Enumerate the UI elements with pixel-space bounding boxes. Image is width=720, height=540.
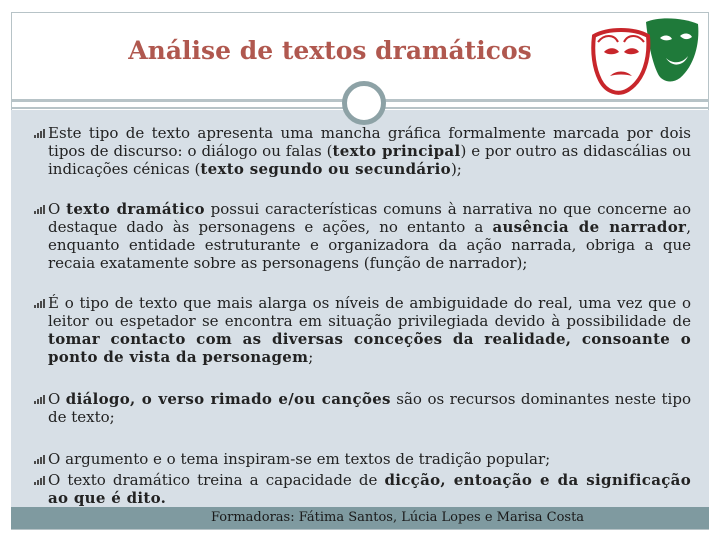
bullet-item xyxy=(33,450,691,468)
bullet-item xyxy=(33,390,691,426)
plain-text: ; xyxy=(308,348,314,366)
footer-credits: Formadoras: Fátima Santos, Lúcia Lopes e Marisa Costa xyxy=(211,510,585,525)
emphasis-text: tomar contacto com as diversas conceções da realidade, consoante o ponto de vista da personagem xyxy=(48,330,691,366)
signal-bars-icon xyxy=(33,393,45,405)
plain-text: O xyxy=(48,200,67,218)
bullet-item xyxy=(33,200,691,272)
plain-text: são os recursos dominantes neste tipo de texto; xyxy=(48,390,691,426)
plain-text: ) e por outro as didascálias ou indicações cénicas ( xyxy=(48,142,691,178)
footer-bar xyxy=(11,507,709,529)
theatre-masks-icon xyxy=(588,14,706,96)
plain-text: , enquanto entidade estruturante e organizadora da ação narrada, obriga a que recaia exatamente sobre as personagens (função de narrador); xyxy=(48,218,692,272)
slide-title: Análise de textos dramáticos xyxy=(128,36,532,65)
emphasis-text: diálogo, o verso rimado e/ou canções xyxy=(65,390,391,408)
plain-text: Este tipo de texto apresenta uma mancha gráfica formalmente marcada por dois tipos de discurso: o diálogo ou falas ( xyxy=(48,124,691,160)
bullet-text xyxy=(33,390,691,426)
signal-bars-icon xyxy=(33,297,45,309)
signal-bars-icon xyxy=(33,127,45,139)
green-mask xyxy=(646,18,698,81)
bullet-item xyxy=(33,124,691,178)
decorative-circle xyxy=(342,81,386,125)
bullet-text xyxy=(33,471,691,507)
plain-text: ); xyxy=(450,160,462,178)
plain-text: O argumento e o tema inspiram-se em textos de tradição popular; xyxy=(48,450,551,468)
signal-bars-icon xyxy=(33,474,45,486)
bullet-text xyxy=(33,294,691,366)
signal-bars-icon xyxy=(33,203,45,215)
signal-bars-icon xyxy=(33,453,45,465)
emphasis-text: texto segundo ou secundário xyxy=(200,160,451,178)
plain-text: O xyxy=(48,390,66,408)
plain-text: O texto dramático treina a capacidade de xyxy=(48,471,385,489)
emphasis-text: texto dramático xyxy=(66,200,205,218)
bullet-text xyxy=(33,450,691,468)
emphasis-text: dicção, entoação e da significação ao que é dito. xyxy=(48,471,692,507)
bullet-item xyxy=(33,471,691,507)
bullet-text xyxy=(33,124,691,178)
plain-text: possui características comuns à narrativa no que concerne ao destaque dado às personagens e ações, no entanto a xyxy=(48,200,691,236)
bullet-item xyxy=(33,294,691,366)
emphasis-text: texto principal xyxy=(332,142,461,160)
emphasis-text: ausência de narrador xyxy=(492,218,687,236)
plain-text: É o tipo de texto que mais alarga os níveis de ambiguidade do real, uma vez que o leitor ou espetador se encontra em situação privilegiada devido à possibilidade de xyxy=(48,294,691,330)
bullet-text xyxy=(33,200,691,272)
